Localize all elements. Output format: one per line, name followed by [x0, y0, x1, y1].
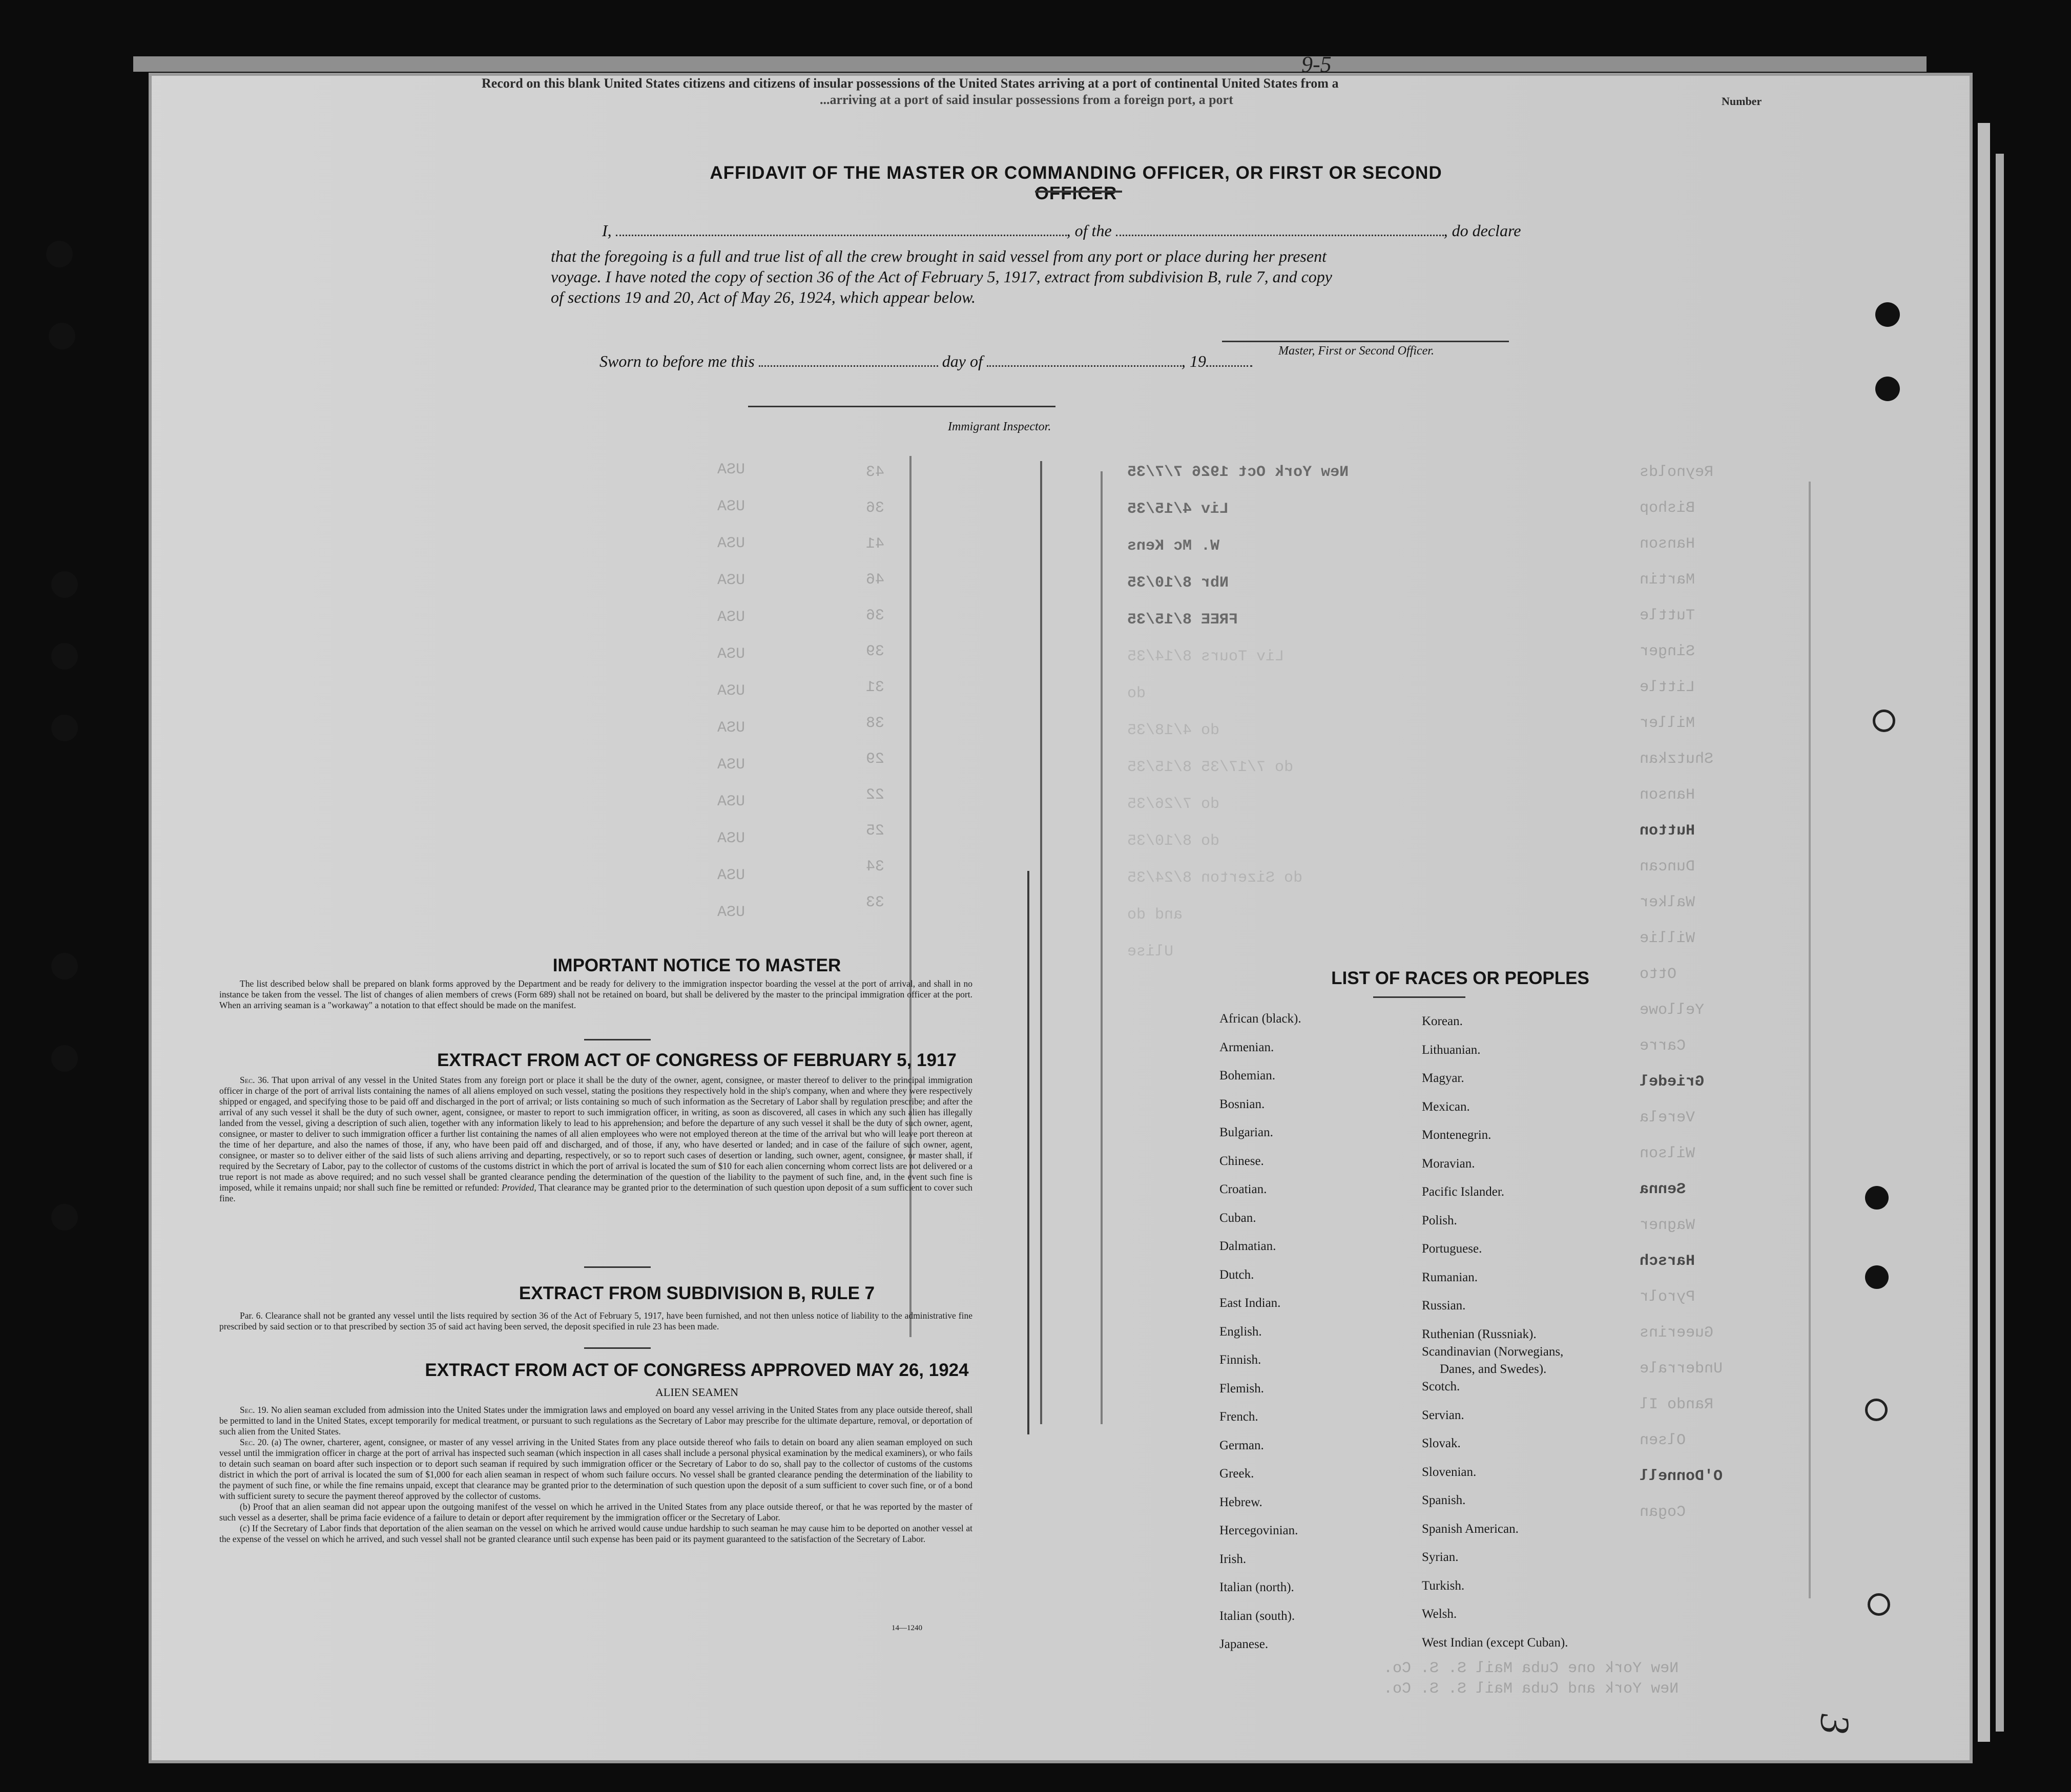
- of-the-label: , of the: [1066, 221, 1112, 240]
- bleed-age: 34: [866, 858, 885, 876]
- bleed-surname: Olsen: [1640, 1432, 1686, 1449]
- bleed-typed-entry: do 4/18/35: [1127, 722, 1220, 739]
- sec-36-end: That clearance may be granted prior to the determination of such question upon deposit of a sum sufficient to cover such fine.: [219, 1182, 973, 1203]
- race-item: Montenegrin.: [1422, 1128, 1492, 1142]
- race-item: Scandinavian (Norwegians,: [1422, 1344, 1564, 1359]
- bleed-surname: Miller: [1640, 715, 1695, 732]
- binder-hole-ring: [1873, 710, 1895, 732]
- bleed-surname: Rando Il: [1640, 1396, 1714, 1413]
- bleed-surname: Carre: [1640, 1037, 1686, 1055]
- alien-seamen-subtitle: ALIEN SEAMEN: [655, 1386, 738, 1399]
- bleed-nationality: USA: [717, 867, 745, 884]
- races-rule: [1373, 996, 1465, 998]
- race-item: Pacific Islander.: [1422, 1185, 1505, 1199]
- races-title: LIST OF RACES OR PEOPLES: [1331, 968, 1589, 988]
- rule7-text: Par. 6. Clearance shall not be granted any vessel until the lists required by section 36 of the Act of February 5, 1917, have been furnished, and not then unless notice of liability to the administrative fine prescribed by said section or to that prescribed by section 35 of said act having been served, the deposit specified in rule 23 has been made.: [219, 1310, 972, 1331]
- vessel-blank[interactable]: [1116, 231, 1444, 236]
- bleed-footer-line: New York one Cuba Mail S. S. Co.: [1383, 1660, 1679, 1677]
- race-item: Welsh.: [1422, 1607, 1457, 1621]
- bleed-surname: Pyrolr: [1640, 1288, 1695, 1306]
- sec-20b-body: (b) Proof that an alien seaman did not appear upon the outgoing manifest of the vessel on which he arrived in the United States from any place outside thereof, or that he was reported by the master of such vessel as a deserter, shall be prima facie evidence of a failure to detain or deport after requirement by the immigration officer or the Secretary of Labor.: [219, 1502, 972, 1523]
- bleed-age: 41: [866, 535, 885, 553]
- race-item: Portuguese.: [1422, 1242, 1482, 1256]
- affidavit-title: AFFIDAVIT OF THE MASTER OR COMMANDING OFFICER, OR FIRST OR SECOND OFFICER: [710, 163, 1442, 203]
- bleed-nationality: USA: [717, 830, 745, 847]
- race-item: Spanish American.: [1422, 1522, 1519, 1536]
- header-note: Record on this blank United States citizens and citizens of insular possessions of the United States arriving at a port of continental United States from a: [482, 76, 1339, 91]
- bleed-nationality: USA: [717, 609, 745, 626]
- binder-hole: [1875, 302, 1900, 327]
- bleed-surname: Duncan: [1640, 858, 1695, 876]
- binder-hole: [1865, 1265, 1889, 1289]
- binder-hole-ring: [1868, 1593, 1890, 1616]
- race-item: Danes, and Swedes).: [1440, 1362, 1547, 1376]
- proviso-label: Provided,: [501, 1182, 536, 1193]
- race-item: Turkish.: [1422, 1578, 1465, 1593]
- bleed-nationality: USA: [717, 461, 745, 478]
- bleed-surname: Bishop: [1640, 499, 1695, 517]
- bleed-typed-entry: New York Oct 1926 7/7/35: [1127, 464, 1349, 481]
- bleed-age: 33: [866, 894, 885, 911]
- bleed-surname: Tuttle: [1640, 607, 1695, 624]
- bleed-surname: Otto: [1640, 966, 1677, 983]
- header-note-line2: ...arriving at a port of said insular possessions from a foreign port, a port: [820, 92, 1233, 107]
- bleed-typed-entry: FREE 8/15/35: [1127, 611, 1238, 629]
- race-item: Polish.: [1422, 1213, 1457, 1227]
- bleed-column-line: [1040, 461, 1042, 1424]
- bleed-age: 43: [866, 464, 885, 481]
- bleed-surname: Griedel: [1640, 1073, 1705, 1091]
- binder-hole: [46, 241, 73, 267]
- bleed-column-line: [909, 456, 912, 1337]
- race-item: Flemish.: [1219, 1381, 1264, 1395]
- race-item: Ruthenian (Russniak).: [1422, 1327, 1537, 1341]
- race-item: Syrian.: [1422, 1550, 1459, 1564]
- extract-1924-text: [219, 1405, 972, 1545]
- form-number: 14—1240: [892, 1624, 922, 1632]
- bleed-nationality: USA: [717, 572, 745, 589]
- race-item: French.: [1219, 1410, 1258, 1424]
- race-item: Chinese.: [1219, 1154, 1264, 1168]
- affidavit-line4: of sections 19 and 20, Act of May 26, 1924, which appear below.: [551, 288, 976, 306]
- bleed-typed-entry: Nbr 8/10/35: [1127, 574, 1229, 592]
- race-item: German.: [1219, 1438, 1264, 1452]
- race-item: English.: [1219, 1324, 1262, 1339]
- race-item: Moravian.: [1422, 1156, 1475, 1171]
- bleed-typed-entry: Ulise: [1127, 943, 1174, 961]
- notice-title: IMPORTANT NOTICE TO MASTER: [552, 955, 841, 975]
- sworn-month-blank[interactable]: [987, 361, 1182, 367]
- affidavit-declaration-line: [602, 220, 1545, 241]
- race-item: Russian.: [1422, 1299, 1466, 1312]
- sec-20-label: Sec. 20.: [240, 1437, 269, 1447]
- bleed-age: 36: [866, 499, 885, 517]
- bleed-nationality: USA: [717, 719, 745, 737]
- underlying-page-edge: [1978, 123, 1990, 1742]
- bleed-nationality: USA: [717, 793, 745, 810]
- affidavit-line2: that the foregoing is a full and true list of all the crew brought in said vessel from any port or place during her present: [551, 247, 1327, 265]
- bleed-surname: Martin: [1640, 571, 1695, 589]
- race-item: Scotch.: [1422, 1380, 1460, 1393]
- bleed-surname: Hutton: [1640, 822, 1695, 840]
- binder-hole: [51, 1045, 78, 1072]
- inspector-label: Immigrant Inspector.: [948, 420, 1051, 433]
- sec-19-body: No alien seaman excluded from admission into the United States under the immigration laws and employed on board any vessel arriving in the United States from any place outside thereof, shall be permitted to land in the United States, except temporarily for medical treatment, or pursuant to such regulations as the Secretary of Labor may prescribe for the ultimate departure, removal, or deportation of such alien from the United States.: [219, 1405, 973, 1436]
- bleed-footer-line: New York and Cuba Mail S. S. Co.: [1383, 1680, 1679, 1698]
- bleed-surname: Senna: [1640, 1181, 1686, 1198]
- binder-hole: [51, 715, 78, 741]
- race-item: Cuban.: [1219, 1211, 1256, 1225]
- race-item: Italian (south).: [1219, 1609, 1295, 1623]
- bleed-surname: Gueerins: [1640, 1324, 1714, 1342]
- sworn-day-blank[interactable]: [759, 361, 938, 367]
- race-item: Korean.: [1422, 1014, 1463, 1028]
- binder-hole: [1875, 377, 1900, 401]
- notice-text: The list described below shall be prepared on blank forms approved by the Department and be ready for delivery to the immigration inspector boarding the vessel at the port of arrival, and shall in no instance be taken from the vessel. The list of changes of alien members of crews (Form 689) shall not be retained on board, but shall be delivered by the master to the principal immigration officer at the port. When an arriving seaman is a "workaway" a notation to that effect should be made on the manifest.: [219, 978, 972, 1010]
- inspector-signature-line[interactable]: [748, 406, 1055, 407]
- bleed-typed-entry: do 7/26/35: [1127, 796, 1220, 813]
- race-item: Armenian.: [1219, 1040, 1274, 1054]
- bleed-surname: Yellowe: [1640, 1002, 1705, 1019]
- race-item: Slovenian.: [1422, 1465, 1477, 1479]
- bleed-age: 29: [866, 751, 885, 768]
- sec-36-label: Sec. 36.: [240, 1075, 269, 1085]
- bleed-surname: O'Donnell: [1640, 1468, 1723, 1485]
- race-item: West Indian (except Cuban).: [1422, 1635, 1568, 1650]
- bleed-nationality: USA: [717, 904, 745, 921]
- bleed-nationality: USA: [717, 756, 745, 774]
- sworn-line: [599, 351, 1252, 371]
- bleed-age: 22: [866, 786, 885, 804]
- underlying-page-edge: [1996, 154, 2004, 1732]
- affidavit-i-label: I,: [602, 221, 612, 240]
- race-item: Mexican.: [1422, 1099, 1470, 1114]
- bleed-nationality: USA: [717, 682, 745, 700]
- binder-hole: [1865, 1186, 1889, 1210]
- binder-hole-ring: [1865, 1399, 1888, 1421]
- bleed-age: 25: [866, 822, 885, 840]
- race-item: Hebrew.: [1219, 1495, 1262, 1509]
- race-item: Dalmatian.: [1219, 1239, 1276, 1253]
- bleed-nationality: USA: [717, 535, 745, 552]
- top-page-edge: [133, 56, 1927, 72]
- race-item: Bohemian.: [1219, 1069, 1276, 1082]
- bleed-surname: Shutzkan: [1640, 751, 1714, 768]
- bleed-surname: Cogan: [1640, 1504, 1686, 1521]
- bleed-typed-entry: do 7/17/35 8/15/35: [1127, 759, 1294, 776]
- bleed-surname: Reynolds: [1640, 464, 1714, 481]
- master-label: Master, First or Second Officer.: [1278, 344, 1434, 358]
- bleed-typed-entry: do 8/10/35: [1127, 832, 1220, 850]
- sec-20c-body: (c) If the Secretary of Labor finds that deportation of the alien seaman on the vessel on which he arrived would cause undue hardship to such seaman he may cause him to be deported on another vessel at the expense of the vessel on which he arrived, and such vessel shall not be granted clearance until such expense has been paid or its payment guaranteed to the satisfaction of the Secretary of Labor.: [219, 1523, 972, 1544]
- bleed-age: 46: [866, 571, 885, 589]
- race-item: Magyar.: [1422, 1071, 1464, 1085]
- bleed-column-line: [1809, 482, 1811, 1598]
- race-item: Bulgarian.: [1219, 1126, 1273, 1139]
- race-item: Servian.: [1422, 1408, 1464, 1422]
- title-rule: [1035, 191, 1122, 193]
- race-item: African (black).: [1219, 1012, 1301, 1026]
- rule7-title: EXTRACT FROM SUBDIVISION B, RULE 7: [519, 1283, 875, 1303]
- bleed-surname: Wagner: [1640, 1217, 1695, 1234]
- extract-1924-title: EXTRACT FROM ACT OF CONGRESS APPROVED MAY 26, 1924: [425, 1360, 969, 1380]
- race-item: Greek.: [1219, 1467, 1254, 1481]
- bleed-typed-entry: Liv 4/15/35: [1127, 501, 1229, 518]
- bleed-typed-entry: do Sizerton 8/24/35: [1127, 869, 1303, 887]
- bleed-surname: Verela: [1640, 1109, 1695, 1127]
- sec-19-label: Sec. 19.: [240, 1405, 269, 1415]
- binder-hole: [51, 1204, 78, 1231]
- bleed-surname: Hanson: [1640, 786, 1695, 804]
- master-signature-line[interactable]: [1222, 341, 1509, 342]
- name-blank[interactable]: [616, 231, 1067, 236]
- race-item: Croatian.: [1219, 1182, 1267, 1196]
- race-item: Bosnian.: [1219, 1097, 1265, 1111]
- bleed-column-line: [1027, 871, 1029, 1434]
- race-item: Slovak.: [1422, 1436, 1461, 1450]
- extract-1917-rule: [584, 1266, 651, 1268]
- race-item: East Indian.: [1219, 1296, 1281, 1310]
- binder-hole: [51, 571, 78, 598]
- bleed-column-line: [1101, 471, 1103, 1424]
- bleed-surname: Underrale: [1640, 1360, 1723, 1378]
- binder-hole: [51, 953, 78, 980]
- race-item: Lithuanian.: [1422, 1043, 1481, 1057]
- sec-20a-body: (a) The owner, charterer, agent, consignee, or master of any vessel arriving in the United States from any place outside thereof who fails to detain on board any alien seaman employed on such vessel until the immigration officer in charge at the port of arrival has inspected such seaman (which inspection in all cases shall include a personal physical examination by the medical examiners), or who fails to detain such seaman on board after such inspection or to deport such seaman if required by such immigration officer or the Secretary of Labor to do so, shall pay to the collector of customs of the customs district in which the port of arrival is located the sum of $1,000 for each alien seaman in respect of whom such failure occurs. No vessel shall be granted clearance pending the determination of the liability to the payment of such fine, or while the fine remains unpaid, except that clearance may be granted prior to the determination of such question upon the deposit of a sum sufficient to cover such fine, or of a bond with sufficient surety to secure the payment thereof approved by the collector of customs.: [219, 1437, 972, 1501]
- sworn-year-blank[interactable]: [1206, 361, 1252, 367]
- bleed-surname: Willie: [1640, 930, 1695, 947]
- sec-36-body: That upon arrival of any vessel in the United States from any foreign port or place it shall be the duty of the owner, agent, consignee, or master thereof to deliver to the principal immigration officer in charge of the port of arrival lists containing the names of all aliens employed on such vessel, stating the positions they respectively hold in the ship's company, when and where they were respectively shipped or engaged, and specifying those to be paid off and discharged in the port of arrival; or lists containing so much of such information as the Secretary of Labor shall by regulation prescribe; and after the arrival of any such vessel it shall be the duty of such owner, agent, consignee, or master to report to such immigration officer, in writing, as soon as discovered, all cases in which any such alien has illegally landed from the vessel, giving a description of such alien, together with any information likely to lead to his apprehension; and before the departure of any such vessel it shall be the duty of such owner, agent, consignee, or master to deliver to such immigration officer a further list containing the names of all alien employees who were not employed thereon at the time of the arrival but who will leave port thereon at the time of her departure, and also the names of those, if any, who have been paid off and discharged, and of those, if any, who have deserted or landed; and in case of the failure of such owner, agent, consignee, or master so to deliver either of the said lists of such aliens arriving and departing, respectively, or so to report such cases of desertion or landing, such owner, agent, consignee, or master shall, if required by the Secretary of Labor, pay to the collector of customs of the customs district in which the port of arrival is located the sum of $10 for each alien concerning whom correct lists are not delivered or a true report is not made as above required; and no such vessel shall be granted clearance pending the determination of the question of the liability to the payment of such fine, and, in the event such fine is imposed, while it remains unpaid; nor shall such fine be remitted or refunded:: [219, 1075, 972, 1193]
- sworn-label: Sworn to before me this: [599, 352, 755, 370]
- notice-rule: [584, 1039, 651, 1040]
- day-of-label: day of: [942, 352, 983, 370]
- bleed-typed-entry: W. Mc Kens: [1127, 537, 1220, 555]
- extract-1917-text: [219, 1075, 972, 1204]
- bleed-surname: Singer: [1640, 643, 1695, 660]
- bleed-surname: Walker: [1640, 894, 1695, 911]
- bleed-surname: Wilson: [1640, 1145, 1695, 1162]
- binder-hole: [49, 323, 75, 349]
- bleed-age: 31: [866, 679, 885, 696]
- race-item: Spanish.: [1422, 1493, 1466, 1507]
- declare-label: , do declare: [1443, 221, 1521, 240]
- race-item: Irish.: [1219, 1552, 1247, 1566]
- bleed-typed-entry: and do: [1127, 906, 1183, 924]
- affidavit-line3: voyage. I have noted the copy of section 36 of the Act of February 5, 1917, extract from subdivision B, rule 7, and copy: [551, 267, 1332, 286]
- number-label: Number: [1722, 95, 1762, 108]
- rule7-rule: [584, 1347, 651, 1349]
- race-item: Italian (north).: [1219, 1580, 1294, 1594]
- bleed-age: 38: [866, 715, 885, 732]
- extract-1917-title: EXTRACT FROM ACT OF CONGRESS OF FEBRUARY 5, 1917: [437, 1050, 957, 1070]
- year-label: , 19: [1181, 352, 1206, 370]
- bleed-surname: Harsch: [1640, 1253, 1695, 1270]
- race-item: Hercegovinian.: [1219, 1524, 1298, 1537]
- race-item: Dutch.: [1219, 1267, 1254, 1282]
- race-item: Japanese.: [1219, 1637, 1269, 1651]
- bleed-surname: Hanson: [1640, 535, 1695, 553]
- bleed-age: 36: [866, 607, 885, 624]
- bleed-typed-entry: do: [1127, 685, 1146, 702]
- bleed-nationality: USA: [717, 645, 745, 663]
- corner-pencil-mark: 3: [1812, 1714, 1857, 1735]
- race-item: Finnish.: [1219, 1353, 1261, 1367]
- bleed-age: 39: [866, 643, 885, 660]
- bleed-typed-entry: Liv Tours 8/14/35: [1127, 648, 1285, 665]
- bleed-nationality: USA: [717, 498, 745, 515]
- bleed-surname: Little: [1640, 679, 1695, 696]
- binder-hole: [51, 643, 78, 670]
- race-item: Rumanian.: [1422, 1270, 1478, 1284]
- folio-number: 9-5: [1301, 52, 1332, 77]
